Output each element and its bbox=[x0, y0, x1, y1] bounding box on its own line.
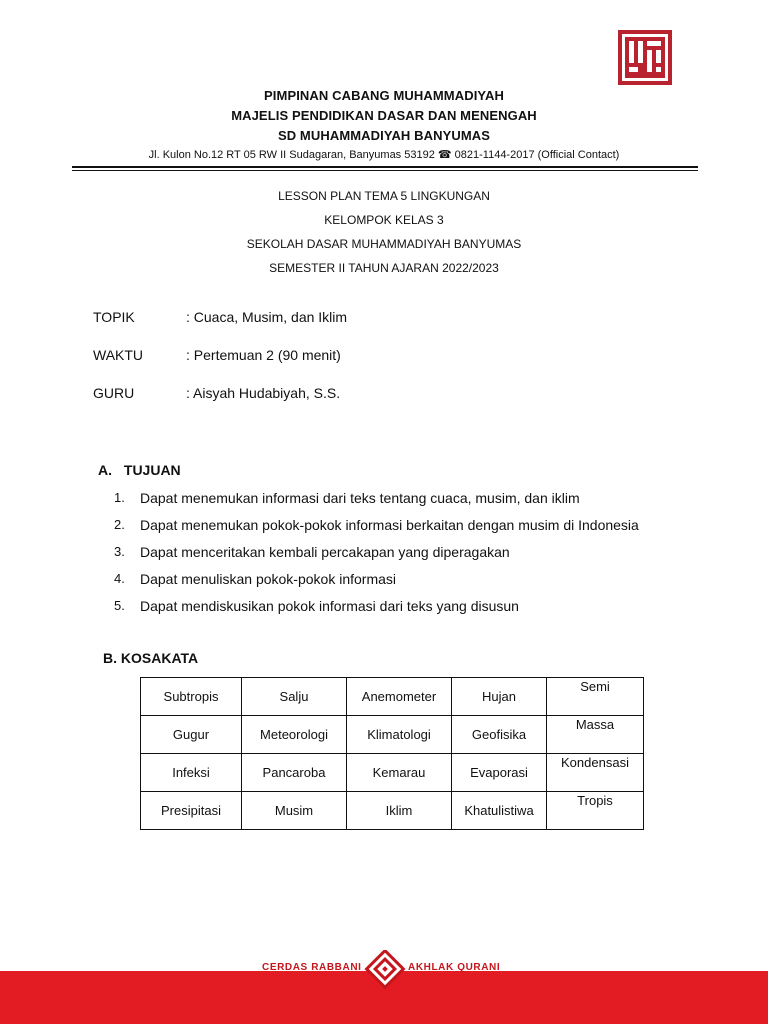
header-divider-thin bbox=[72, 170, 698, 171]
list-item bbox=[114, 595, 639, 622]
table-row bbox=[141, 792, 644, 830]
table-cell: Massa bbox=[547, 716, 644, 754]
list-item-text: Dapat menemukan informasi dari teks tentang cuaca, musim, dan iklim bbox=[140, 490, 580, 506]
footer-emblem-icon bbox=[364, 950, 406, 990]
list-item-text: Dapat menemukan pokok-pokok informasi berkaitan dengan musim di Indonesia bbox=[140, 517, 639, 533]
school-address: Jl. Kulon No.12 RT 05 RW II Sudagaran, Banyumas 53192 ☎ 0821-1144-2017 (Official Contact) bbox=[148, 149, 620, 161]
table-cell: Presipitasi bbox=[141, 792, 242, 830]
footer-tagline-left: CERDAS RABBANI bbox=[262, 962, 362, 973]
plan-title: LESSON PLAN TEMA 5 LINGKUNGAN bbox=[278, 189, 490, 203]
time-label: WAKTU bbox=[93, 347, 144, 363]
table-cell: Kondensasi bbox=[547, 754, 644, 792]
footer-tagline-right: AKHLAK QURANI bbox=[408, 962, 501, 973]
topic-value: : Cuaca, Musim, dan Iklim bbox=[186, 309, 348, 325]
topic-label: TOPIK bbox=[93, 309, 135, 325]
list-item bbox=[114, 514, 639, 541]
school-name: SD MUHAMMADIYAH BANYUMAS bbox=[277, 128, 491, 143]
table-cell: Hujan bbox=[452, 678, 547, 716]
list-item-text: Dapat menuliskan pokok-pokok informasi bbox=[140, 571, 397, 587]
table-cell: Gugur bbox=[141, 716, 242, 754]
table-cell: Meteorologi bbox=[242, 716, 347, 754]
list-item-number: 5. bbox=[114, 598, 125, 613]
teacher-label: GURU bbox=[93, 385, 135, 401]
table-cell: Subtropis bbox=[141, 678, 242, 716]
list-item-number: 3. bbox=[114, 544, 125, 559]
list-item bbox=[114, 568, 639, 595]
section-a-heading bbox=[98, 462, 181, 478]
table-row bbox=[141, 716, 644, 754]
letterhead bbox=[0, 86, 768, 163]
header-divider bbox=[72, 166, 698, 168]
meta-row-time bbox=[93, 345, 347, 383]
table-cell: Klimatologi bbox=[347, 716, 452, 754]
list-item-number: 1. bbox=[114, 490, 125, 505]
list-item-text: Dapat menceritakan kembali percakapan yang diperagakan bbox=[140, 544, 510, 560]
plan-school: SEKOLAH DASAR MUHAMMADIYAH BANYUMAS bbox=[246, 237, 522, 251]
teacher-value: : Aisyah Hudabiyah, S.S. bbox=[186, 385, 341, 401]
table-row bbox=[141, 678, 644, 716]
table-cell: Pancaroba bbox=[242, 754, 347, 792]
list-item-number: 2. bbox=[114, 517, 125, 532]
objectives-list bbox=[114, 487, 639, 622]
table-cell: Semi bbox=[547, 678, 644, 716]
table-cell: Tropis bbox=[547, 792, 644, 830]
table-cell: Kemarau bbox=[347, 754, 452, 792]
organization-name: PIMPINAN CABANG MUHAMMADIYAH bbox=[264, 88, 504, 103]
table-cell: Geofisika bbox=[452, 716, 547, 754]
list-item-text: Dapat mendiskusikan pokok informasi dari teks yang disusun bbox=[140, 598, 519, 614]
vocabulary-table bbox=[140, 677, 644, 830]
table-row bbox=[141, 754, 644, 792]
list-item bbox=[114, 541, 639, 568]
table-cell: Anemometer bbox=[347, 678, 452, 716]
section-a-title: TUJUAN bbox=[123, 462, 181, 478]
table-cell: Iklim bbox=[347, 792, 452, 830]
table-cell: Infeksi bbox=[141, 754, 242, 792]
list-item bbox=[114, 487, 639, 514]
list-item-number: 4. bbox=[114, 571, 125, 586]
table-cell: Salju bbox=[242, 678, 347, 716]
time-value: : Pertemuan 2 (90 menit) bbox=[186, 347, 341, 363]
table-cell: Khatulistiwa bbox=[452, 792, 547, 830]
table-cell: Musim bbox=[242, 792, 347, 830]
plan-title-block bbox=[0, 184, 768, 280]
section-b-heading: B. KOSAKATA bbox=[103, 650, 199, 666]
lesson-meta bbox=[93, 307, 347, 421]
plan-class-group: KELOMPOK KELAS 3 bbox=[324, 213, 444, 227]
council-name: MAJELIS PENDIDIKAN DASAR DAN MENENGAH bbox=[231, 108, 537, 123]
meta-row-topic bbox=[93, 307, 347, 345]
meta-row-teacher bbox=[93, 383, 347, 421]
section-a-letter: A. bbox=[98, 462, 112, 478]
plan-semester: SEMESTER II TAHUN AJARAN 2022/2023 bbox=[269, 261, 499, 275]
school-logo-icon bbox=[618, 30, 672, 85]
table-cell: Evaporasi bbox=[452, 754, 547, 792]
